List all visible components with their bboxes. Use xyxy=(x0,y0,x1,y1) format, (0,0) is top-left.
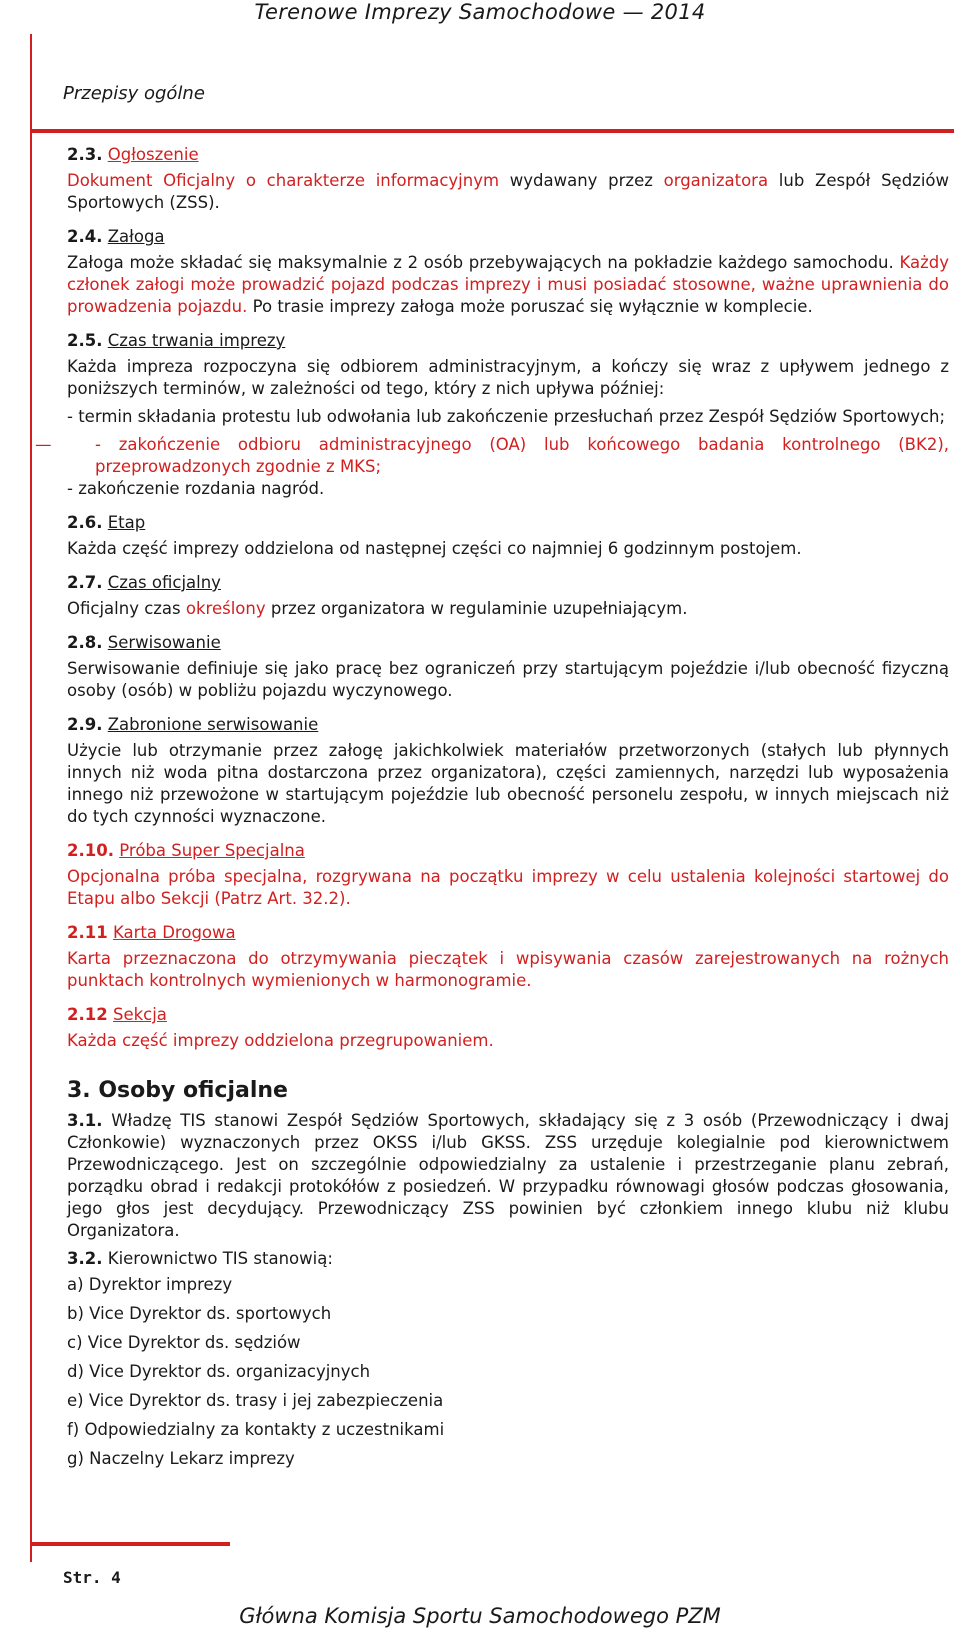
heading-2-11 xyxy=(67,922,949,944)
list-item-awards: - zakończenie rozdania nagród. xyxy=(67,479,325,498)
list-item: g) Naczelny Lekarz imprezy xyxy=(67,1449,295,1468)
header-rule xyxy=(30,129,954,133)
section-title: Czas oficjalny xyxy=(107,573,221,592)
heading-2-10 xyxy=(67,840,949,862)
officials-list xyxy=(67,1270,949,1473)
section-title: Ogłoszenie xyxy=(107,145,199,164)
text-span: Dokument Oficjalny o charakterze informacyjnym xyxy=(67,171,500,190)
header-title: Terenowe Imprezy Samochodowe — 2014 xyxy=(254,0,706,24)
text-span: określony xyxy=(185,599,266,618)
section-number: 2.10. xyxy=(67,841,114,860)
text-span: Każdy członek załogi może prowadzić pojazd podczas imprezy i musi posiadać stosowne, ważne uprawnienia do prowadzenia pojazdu. xyxy=(67,253,949,316)
section-number: 2.6. xyxy=(67,513,103,532)
text-span: Załoga może składać się maksymalnie z 2 osób przebywających na pokładzie każdego samochodu. xyxy=(67,253,900,272)
paragraph-2-3 xyxy=(67,170,949,214)
paragraph-2-5: Każda impreza rozpoczyna się odbiorem administracyjnym, a kończy się wraz z upływem jednego z poniższych terminów, w zależności od tego, który z nich upływa później: xyxy=(67,357,949,398)
heading-2-12 xyxy=(67,1004,949,1026)
section-number: 2.4. xyxy=(67,227,103,246)
section-number: 3.1. xyxy=(67,1111,103,1130)
list-item: b) Vice Dyrektor ds. sportowych xyxy=(67,1304,332,1323)
paragraph-2-11: Karta przeznaczona do otrzymywania pieczątek i wpisywania czasów zarejestrowanych na rożnych punktach kontrolnych wymienionych w harmonogramie. xyxy=(67,949,949,990)
text-span: organizatora xyxy=(663,171,769,190)
list-item: a) Dyrektor imprezy xyxy=(67,1275,233,1294)
list-item-protest: - termin składania protestu lub odwołania lub zakończenie przesłuchań przez Zespół Sędziów Sportowych; xyxy=(67,407,946,426)
list-item: e) Vice Dyrektor ds. trasy i jej zabezpieczenia xyxy=(67,1391,444,1410)
text-span: przez organizatora w regulaminie uzupełniającym. xyxy=(265,599,688,618)
section-title: Zabronione serwisowanie xyxy=(107,715,319,734)
section-number: 2.7. xyxy=(67,573,103,592)
list-item: c) Vice Dyrektor ds. sędziów xyxy=(67,1333,301,1352)
heading-2-6 xyxy=(67,512,949,534)
footer-title: Główna Komisja Sportu Samochodowego PZM xyxy=(239,1604,721,1628)
margin-rule-vertical xyxy=(30,34,32,1562)
paragraph-2-12: Każda część imprezy oddzielona przegrupowaniem. xyxy=(67,1031,494,1050)
paragraph-2-8: Serwisowanie definiuje się jako pracę bez ograniczeń przy startującym pojeździe i/lub obecność fizyczną osoby (osób) w pobliżu pojazdu wyczynowego. xyxy=(67,659,949,700)
section-title: Próba Super Specjalna xyxy=(119,841,305,860)
paragraph-2-4 xyxy=(67,252,949,318)
chapter-3-title: 3. Osoby oficjalne xyxy=(67,1078,288,1103)
paragraph-2-7 xyxy=(67,598,949,620)
heading-2-8 xyxy=(67,632,949,654)
heading-2-7 xyxy=(67,572,949,594)
text-span: lub Zespół Sędziów Sportowych (ZSS). xyxy=(67,171,950,212)
text-span: Po trasie imprezy załoga może poruszać się wyłącznie w komplecie. xyxy=(247,297,813,316)
section-number: 2.5. xyxy=(67,331,103,350)
text-span: Władzę TIS stanowi Zespół Sędziów Sportowych, składający się z 3 osób (Przewodniczący i dwaj Członkowie) wyznaczonych przez OKSS i/lub GKSS. ZSS urzęduje kolegialnie pod kierownictwem Przewodniczącego. Jest on szczególnie odpowiedzialny za ustalenie i przestrzeganie planu zebrań, porządku obrad i redakcji protokółów z posiedzeń. W przypadku równowagi głosów podczas głosowania, jego głos jest decydujący. Przewodniczący ZSS powinien być członkiem innego klubu niż klubu Organizatora. xyxy=(67,1111,949,1240)
text-span: - zakończenie odbioru administracyjnego (OA) lub końcowego badania kontrolnego (BK2), przeprowadzonych zgodnie z MKS; xyxy=(95,435,949,476)
section-number: 2.3. xyxy=(67,145,103,164)
section-title: Załoga xyxy=(107,227,165,246)
revision-dash-icon: — xyxy=(35,435,52,454)
section-number: 3.2. xyxy=(67,1249,103,1268)
section-number: 2.8. xyxy=(67,633,103,652)
paragraph-3-2 xyxy=(67,1248,949,1270)
text-span: Kierownictwo TIS stanowią: xyxy=(102,1249,333,1268)
paragraph-3-1 xyxy=(67,1110,949,1242)
section-number: 2.9. xyxy=(67,715,103,734)
paragraph-2-9: Użycie lub otrzymanie przez załogę jakichkolwiek materiałów przetworzonych (stałych lub płynnych innych niż woda pitna dostarczona przez organizatora), części zamiennych, narzędzi lub wyposażenia innego niż przewożone w startującym pojeździe lub obecność personelu zespołu, w innych miejscach niż do tych czynności wyznaczone. xyxy=(67,741,949,826)
section-title: Karta Drogowa xyxy=(112,923,236,942)
paragraph-2-6: Każda część imprezy oddzielona od następnej części co najmniej 6 godzinnym postojem. xyxy=(67,539,802,558)
heading-2-3 xyxy=(67,144,949,166)
list-item: f) Odpowiedzialny za kontakty z uczestnikami xyxy=(67,1420,445,1439)
heading-2-4 xyxy=(67,226,949,248)
text-span: Oficjalny czas xyxy=(67,599,186,618)
section-number: 2.12 xyxy=(67,1005,108,1024)
paragraph-2-10: Opcjonalna próba specjalna, rozgrywana na początku imprezy w celu ustalenia kolejności startowej do Etapu albo Sekcji (Patrz Art. 32.2). xyxy=(67,867,949,908)
section-title: Czas trwania imprezy xyxy=(107,331,286,350)
list-item-oa xyxy=(35,434,949,478)
section-title: Sekcja xyxy=(112,1005,167,1024)
page-number: Str. 4 xyxy=(63,1568,121,1587)
section-title: Etap xyxy=(107,513,146,532)
heading-2-9 xyxy=(67,714,949,736)
section-header: Przepisy ogólne xyxy=(63,83,205,104)
text-span: wydawany przez xyxy=(499,171,664,190)
footer-rule xyxy=(30,1542,230,1546)
page-content xyxy=(35,138,950,1473)
section-number: 2.11 xyxy=(67,923,108,942)
heading-2-5 xyxy=(67,330,949,352)
list-item: d) Vice Dyrektor ds. organizacyjnych xyxy=(67,1362,371,1381)
section-title: Serwisowanie xyxy=(107,633,221,652)
